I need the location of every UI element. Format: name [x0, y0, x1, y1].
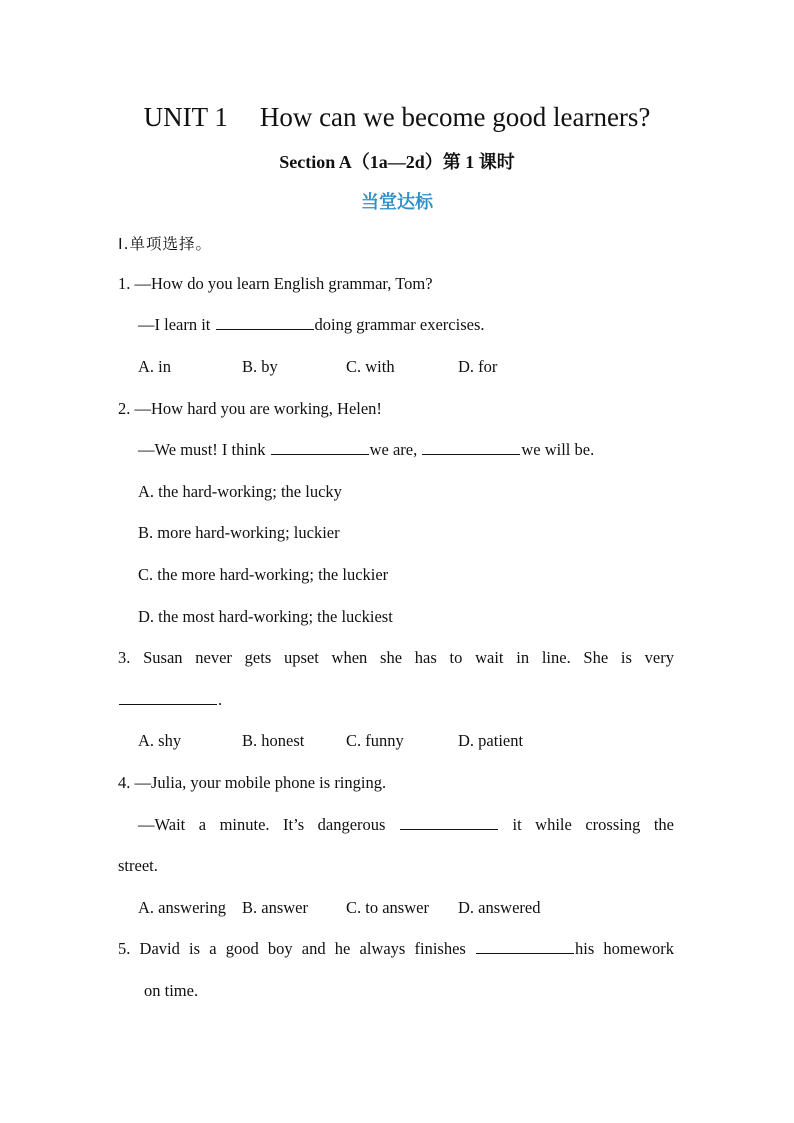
q4-reply	[138, 815, 674, 835]
q1-answer-blank	[216, 315, 314, 330]
section-tag: 当堂达标	[361, 192, 433, 213]
q3-answer-blank	[119, 690, 217, 705]
q1-option-b: B. by	[242, 357, 278, 376]
q2-option-b: B. more hard-working; luckier	[138, 523, 340, 542]
q3-option-d: D. patient	[458, 731, 524, 750]
lesson-subtitle: Section A（1a—2d）第 1 课时	[279, 152, 515, 172]
q5-stem-cont: on time.	[144, 981, 199, 1000]
q5-stem-text-b: his homework	[575, 939, 674, 958]
q3-stem-period: .	[218, 690, 223, 709]
q2-reply-text-c: we will be.	[521, 440, 595, 459]
q2-answer-blank-2	[422, 440, 520, 455]
q2-answer-blank-1	[271, 440, 369, 455]
q4-option-d: D. answered	[458, 898, 541, 917]
q4-options	[0, 898, 794, 922]
q1-option-d: D. for	[458, 357, 498, 376]
q4-reply-cont: street.	[118, 856, 158, 875]
q2-reply-text-b: we are,	[369, 440, 422, 459]
q1-stem: 1. —How do you learn English grammar, Tom?	[118, 274, 433, 293]
q4-reply-text-b: it while crossing the	[498, 815, 674, 834]
q2-reply	[138, 440, 594, 460]
q4-option-b: B. answer	[242, 898, 308, 917]
q4-stem: 4. —Julia, your mobile phone is ringing.	[118, 773, 387, 792]
q2-option-c: C. the more hard-working; the luckier	[138, 565, 389, 584]
q1-reply	[138, 315, 485, 335]
q3-option-a: A. shy	[138, 731, 182, 750]
page-title	[0, 102, 794, 133]
q2-stem: 2. —How hard you are working, Helen!	[118, 399, 382, 418]
q5-answer-blank	[476, 939, 574, 954]
q3-option-b: B. honest	[242, 731, 305, 750]
q2-reply-text-a: —We must! I think	[138, 440, 270, 459]
q3-stem-end	[118, 690, 222, 710]
q1-option-c: C. with	[346, 357, 395, 376]
q5-stem	[118, 939, 674, 959]
q3-options	[0, 731, 794, 755]
q4-reply-text-a: —Wait a minute. It’s dangerous	[138, 815, 399, 834]
q1-options	[0, 357, 794, 381]
q2-option-a: A. the hard-working; the lucky	[138, 482, 342, 501]
q3-option-c: C. funny	[346, 731, 404, 750]
q2-option-d: D. the most hard-working; the luckiest	[138, 607, 393, 626]
q4-option-a: A. answering	[138, 898, 226, 917]
q5-stem-text-a: 5. David is a good boy and he always finishes	[118, 939, 475, 958]
q3-stem: 3. Susan never gets upset when she has to wait in line. She is very	[118, 648, 674, 667]
unit-title: How can we become good learners?	[259, 102, 651, 132]
q4-answer-blank	[400, 815, 498, 830]
unit-label: UNIT 1	[143, 102, 228, 132]
q1-reply-text-b: doing grammar exercises.	[314, 315, 485, 334]
q1-reply-text-a: —I learn it	[138, 315, 215, 334]
q1-option-a: A. in	[138, 357, 171, 376]
part-one-heading: Ⅰ.单项选择。	[118, 235, 212, 253]
q4-option-c: C. to answer	[346, 898, 429, 917]
